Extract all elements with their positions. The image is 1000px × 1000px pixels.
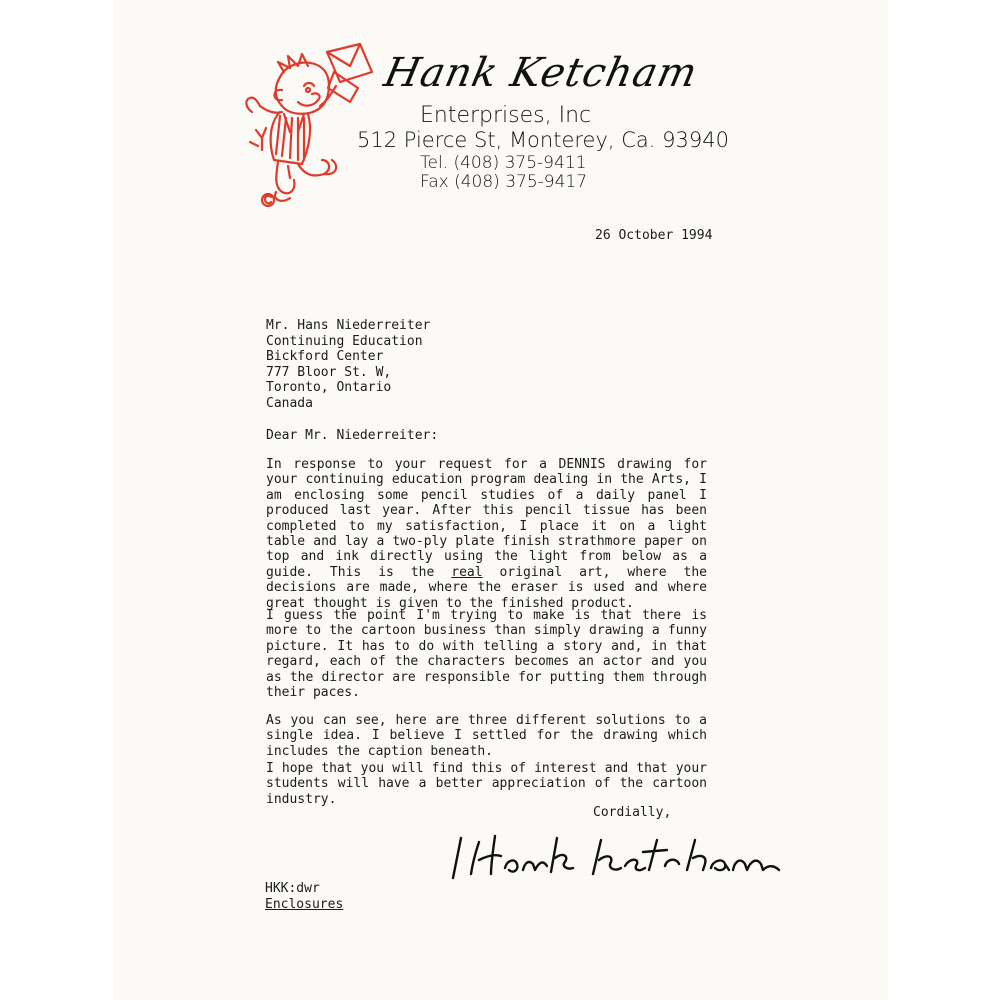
enclosures-note: Enclosures — [265, 897, 344, 912]
recipient-line: Continuing Education — [266, 333, 423, 349]
closing: Cordially, — [593, 805, 672, 820]
letterhead-fax: Fax (408) 375-9417 — [420, 172, 588, 192]
recipient-line: Mr. Hans Niederreiter — [266, 318, 431, 333]
letterhead-address: 512 Pierce St, Monterey, Ca. 93940 — [357, 128, 729, 152]
body-paragraph-2: I guess the point I'm trying to make is that there is more to the cartoon business than simply drawing a funny picture. It has to do with telling a story and, in that regard, each of the characters becomes an actor and you as the director are responsible for putting them through their paces. — [266, 608, 707, 701]
recipient-line: Bickford Center — [266, 349, 384, 365]
recipient-address — [266, 318, 430, 412]
salutation: Dear Mr. Niederreiter: — [266, 428, 439, 443]
body-paragraph-1: In response to your request for a DENNIS drawing for your continuing education program dealing in the Arts, I am enclosing some pencil studies of a daily panel I produced last year. After this pencil tissue has been completed to my satisfaction, I place it on a light table and lay a two-ply plate finish strathmore paper on top and ink directly using the light from below as a guide. This is the real original art, where the decisions are made, where the eraser is used and where great thought is given to the finished product. — [266, 457, 707, 611]
signature — [443, 830, 788, 885]
letterhead-company: Enterprises, Inc — [420, 103, 592, 128]
letterhead-name: Hank Ketcham — [380, 50, 702, 96]
recipient-line: Canada — [266, 395, 313, 411]
letterhead-tel: Tel. (408) 375-9411 — [420, 153, 587, 173]
letter-date: 26 October 1994 — [595, 228, 713, 243]
body-paragraph-3: As you can see, here are three different solutions to a single idea. I believe I settled for the drawing which includes the caption beneath. — [266, 713, 707, 759]
typist-initials: HKK:dwr — [265, 881, 320, 896]
dennis-logo-icon — [232, 42, 382, 212]
underlined-word: real — [451, 564, 483, 580]
recipient-line: Toronto, Ontario — [266, 380, 392, 396]
recipient-line: 777 Bloor St. W, — [266, 364, 392, 380]
body-paragraph-4: I hope that you will find this of interest and that your students will have a better appreciation of the cartoon industry. — [266, 761, 707, 807]
